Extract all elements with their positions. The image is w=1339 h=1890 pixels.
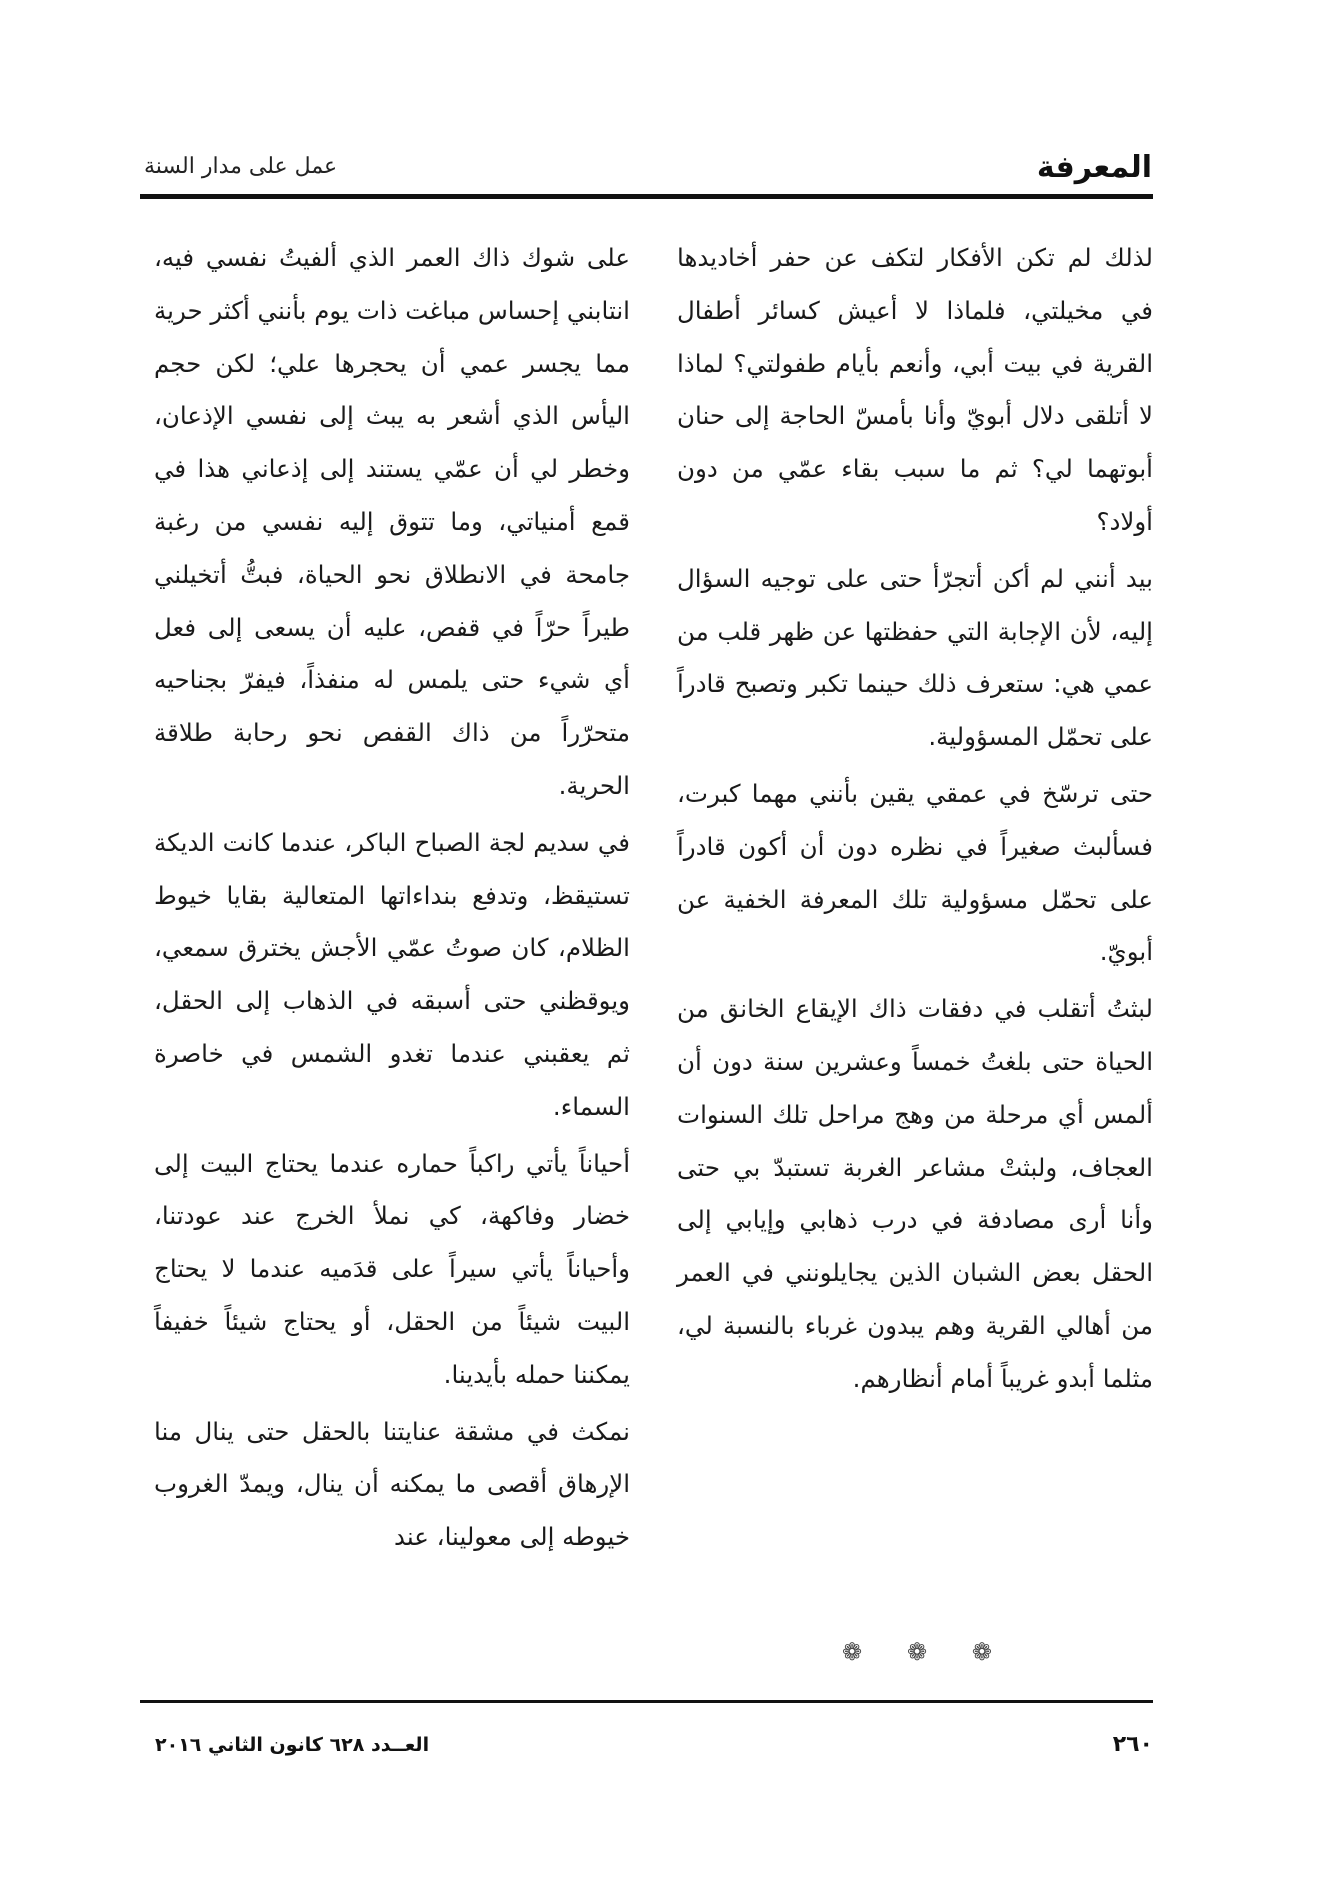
- left-column: [154, 232, 630, 1568]
- running-title: عمل على مدار السنة: [144, 154, 338, 179]
- paragraph: لبثتُ أتقلب في دفقات ذاك الإيقاع الخانق من الحياة حتى بلغتُ خمساً وعشرين سنة دون أن ألمس أي مرحلة من وهج مراحل تلك السنوات العجاف، ولبثتْ مشاعر الغربة تستبدّ بي حتى وأنا أرى مصادفة في درب ذهابي وإيابي إلى الحقل بعض الشبان الذين يجايلونني في العمر من أهالي القرية وهم يبدون غرباء بالنسبة لي، مثلما أبدو غريباً أمام أنظارهم.: [677, 994, 1153, 1393]
- paragraph: على شوك ذاك العمر الذي ألفيتُ نفسي فيه، انتابني إحساس مباغت ذات يوم بأنني أكثر حرية مما يجسر عمي أن يحجرها علي؛ لكن حجم اليأس الذي أشعر به يبث إلى نفسي الإذعان، وخطر لي أن عمّي يستند إلى إذعاني هذا في قمع أمنياتي، وما تتوق إليه نفسي من رغبة جامحة في الانطلاق نحو الحياة، فبتُّ أتخيلني طيراً حرّاً في قفص، عليه أن يسعى إلى فعل أي شيء حتى يلمس له منفذاً، فيفرّ بجناحيه متحرّراً من ذاك القفص نحو رحابة طلاقة الحرية.: [153, 243, 630, 800]
- paragraph: بيد أنني لم أكن أتجرّأ حتى على توجيه السؤال إليه، لأن الإجابة التي حفظتها عن ظهر قلب من عمي هي: ستعرف ذلك حينما تكبر وتصبح قادراً على تحمّل المسؤولية.: [677, 563, 1153, 752]
- right-column: [677, 232, 1153, 1410]
- flower-icon: ❁: [906, 1638, 928, 1666]
- footer-rule: [140, 1700, 1153, 1703]
- page-number: ٢٦٠: [1112, 1732, 1153, 1757]
- paragraph: حتى ترسّخ في عمقي يقين بأنني مهما كبرت، فسألبث صغيراً في نظره دون أن أكون قادراً على تحمّل مسؤولية تلك المعرفة الخفية عن أبويّ.: [677, 778, 1153, 967]
- flower-icon: ❁: [842, 1638, 863, 1666]
- section-end-ornament: [842, 1638, 992, 1666]
- header-rule: [140, 194, 1153, 199]
- magazine-logo: المعرفة: [1036, 150, 1152, 185]
- paragraph: لذلك لم تكن الأفكار لتكف عن حفر أخاديدها في مخيلتي، فلماذا لا أعيش كسائر أطفال القرية في بيت أبي، وأنعم بأيام طفولتي؟ لماذا لا أتلقى دلال أبويّ وأنا بأمسّ الحاجة إلى حنان أبوتهما لي؟ ثم ما سبب بقاء عمّي من دون أولاد؟: [677, 243, 1153, 536]
- paragraph: نمكث في مشقة عنايتنا بالحقل حتى ينال منا الإرهاق أقصى ما يمكنه أن ينال، ويمدّ الغروب خيوطه إلى معولينا، عند: [154, 1416, 630, 1552]
- issue-info: العــدد ٦٢٨ كانون الثاني ٢٠١٦: [155, 1734, 430, 1756]
- flower-icon: ❁: [971, 1638, 992, 1666]
- paragraph: في سديم لجة الصباح الباكر، عندما كانت الديكة تستيقظ، وتدفع بنداءاتها المتعالية بقايا خيوط الظلام، كان صوتُ عمّي الأجش يخترق سمعي، ويوقظني حتى أسبقه في الذهاب إلى الحقل، ثم يعقبني عندما تغدو الشمس في خاصرة السماء.: [154, 827, 630, 1121]
- page-header: [140, 150, 1152, 190]
- paragraph: أحياناً يأتي راكباً حماره عندما يحتاج البيت إلى خضار وفاكهة، كي نملأ الخرج عند عودتنا، وأحياناً يأتي سيراً على قدَميه عندما لا يحتاج البيت شيئاً من الحقل، أو يحتاج شيئاً خفيفاً يمكننا حمله بأيدينا.: [154, 1148, 630, 1389]
